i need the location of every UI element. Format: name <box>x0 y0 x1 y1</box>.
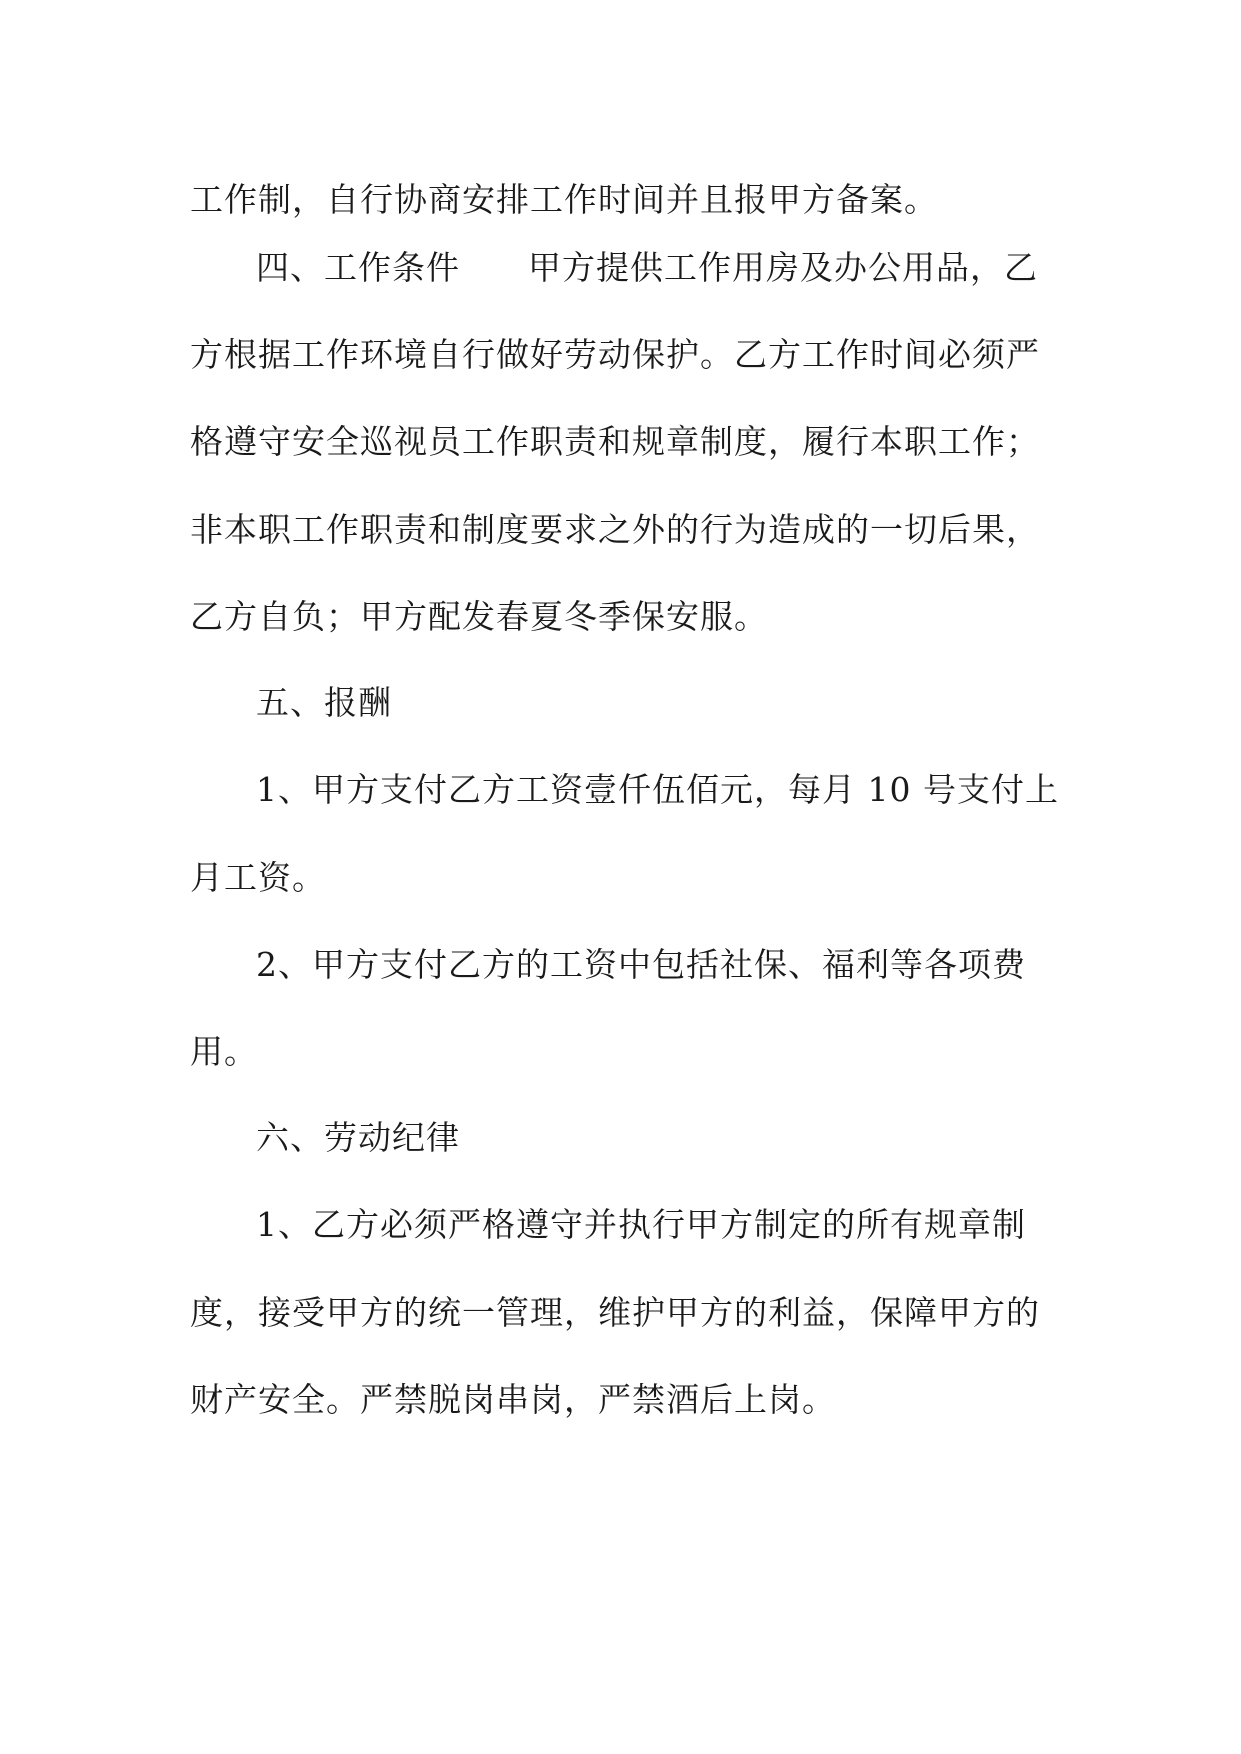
text-line: 月工资。 <box>190 858 326 897</box>
text-line: 非本职工作职责和制度要求之外的行为造成的一切后果， <box>190 510 1040 549</box>
clause-pay-1: 1、甲方支付乙方工资壹仟伍佰元，每月 10 号支付上 <box>256 770 1059 809</box>
section-heading-discipline: 六、劳动纪律 <box>256 1118 460 1157</box>
text-line: 工作制，自行协商安排工作时间并且报甲方备案。 <box>190 180 938 219</box>
clause-pay-2: 2、甲方支付乙方的工资中包括社保、福利等各项费 <box>256 945 1026 984</box>
section-heading-pay: 五、报酬 <box>256 683 392 722</box>
section-heading-work-conditions: 四、工作条件 甲方提供工作用房及办公用品，乙 <box>256 248 1038 287</box>
text-line: 财产安全。严禁脱岗串岗，严禁酒后上岗。 <box>190 1380 836 1419</box>
text-line: 格遵守安全巡视员工作职责和规章制度，履行本职工作； <box>190 422 1040 461</box>
text-line: 度，接受甲方的统一管理，维护甲方的利益，保障甲方的 <box>190 1293 1040 1332</box>
text-line: 方根据工作环境自行做好劳动保护。乙方工作时间必须严 <box>190 335 1040 374</box>
clause-discipline-1: 1、乙方必须严格遵守并执行甲方制定的所有规章制 <box>256 1205 1026 1244</box>
text-line: 用。 <box>190 1032 258 1071</box>
text-line: 乙方自负；甲方配发春夏冬季保安服。 <box>190 597 768 636</box>
